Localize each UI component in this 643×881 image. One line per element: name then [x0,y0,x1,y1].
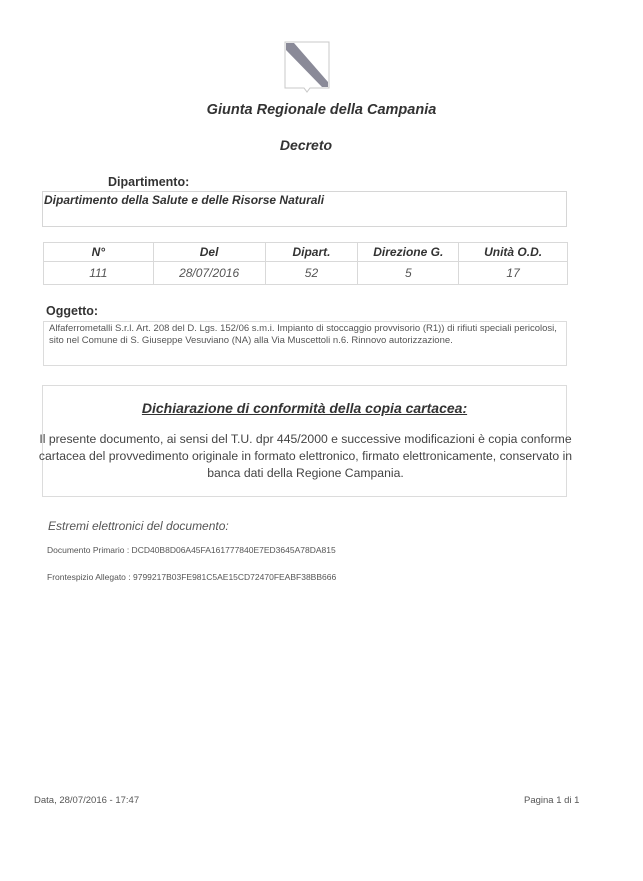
campania-coat-of-arms-icon [282,40,332,98]
header-directorate: Direzione G. [358,243,459,262]
table-row [44,262,568,285]
header-department: Dipart. [265,243,358,262]
document-type: Decreto [279,137,333,153]
decree-date: 28/07/2016 [153,262,265,285]
header-date: Del [153,243,265,262]
issuer-title: Giunta Regionale della Campania [206,102,437,118]
subject-text: Alfaferrometalli S.r.l. Art. 208 del D. Lgs. 152/06 s.m.i. Impianto di stoccaggio provvisorio (R1)) di rifiuti speciali pericolosi, sito nel Comune di S. Giuseppe Vesuviano (NA) alla Via Muscettoli n.6. Rinnovo autorizzazione. [43,321,567,366]
directorate-code: 5 [358,262,459,285]
declaration-title: Dichiarazione di conformità della copia cartacea: [141,400,468,416]
decree-info-table [43,242,568,285]
declaration-text: Il presente documento, ai sensi del T.U. dpr 445/2000 e successive modificazioni è copia conforme cartacea del provvedimento originale in formato elettronico, firmato elettronicamente, conservato in banca dati della Regione Campania. [38,432,573,480]
department-value: Dipartimento della Salute e delle Risorse Naturali [44,193,325,207]
table-header-row [44,243,568,262]
electronic-refs-title: Estremi elettronici del documento: [48,519,229,533]
department-box [42,191,567,227]
subject-label: Oggetto: [46,304,99,318]
page-number: Pagina 1 di 1 [524,795,580,806]
unit-code: 17 [459,262,568,285]
decree-number: 111 [44,262,154,285]
department-label: Dipartimento: [108,175,190,189]
attachment-hash: Frontespizio Allegato : 9799217B03FE981C5AE15CD72470FEABF38BB666 [47,572,337,582]
department-code: 52 [265,262,358,285]
header-number: N° [44,243,154,262]
footer-date: Data, 28/07/2016 - 17:47 [34,795,140,806]
primary-document-hash: Documento Primario : DCD40B8D06A45FA161777840E7ED3645A78DA815 [47,545,336,555]
header-unit: Unità O.D. [459,243,568,262]
declaration-box [38,385,573,497]
